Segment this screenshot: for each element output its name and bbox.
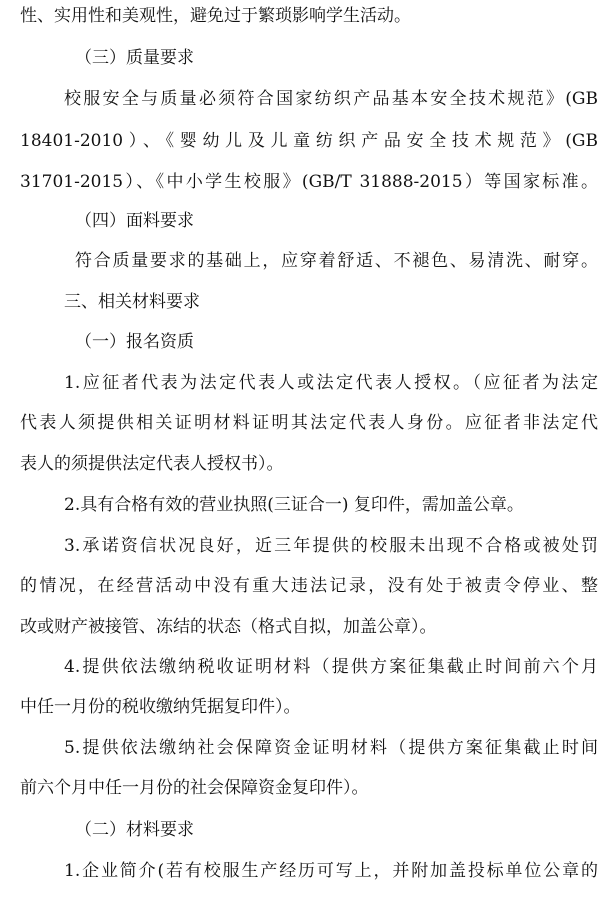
paragraph-line: 31701-2015）、《中小学生校服》(GB/T 31888-2015）等国家标准。: [20, 172, 598, 192]
paragraph-line: 2.具有合格有效的营业执照(三证合一) 复印件，需加盖公章。: [64, 495, 524, 515]
paragraph-line: 的情况，在经营活动中没有重大违法记录，没有处于被责令停业、整: [20, 576, 598, 596]
paragraph-line: 表人的须提供法定代表人授权书）。: [20, 454, 284, 474]
paragraph-line: 4.提供依法缴纳税收证明材料（提供方案征集截止时间前六个月: [64, 657, 598, 677]
paragraph-line: 改或财产被接管、冻结的状态（格式自拟，加盖公章）。: [20, 617, 437, 637]
section-heading: （二）材料要求: [75, 820, 194, 840]
section-heading: 三、相关材料要求: [64, 292, 200, 312]
paragraph-line: 中任一月份的税收缴纳凭据复印件）。: [20, 697, 301, 717]
paragraph-line: 性、实用性和美观性，避免过于繁琐影响学生活动。: [20, 6, 411, 26]
section-heading: （四）面料要求: [75, 211, 194, 231]
section-heading: （一）报名资质: [75, 332, 194, 352]
paragraph-line: 前六个月中任一月份的社会保障资金复印件）。: [20, 778, 369, 798]
paragraph-line: 3.承诺资信状况良好，近三年提供的校服未出现不合格或被处罚: [64, 536, 598, 556]
paragraph-line: 1.企业简介(若有校服生产经历可写上，并附加盖投标单位公章的: [64, 861, 598, 881]
paragraph-line: 18401-2010）、《婴幼儿及儿童纺织产品安全技术规范》(GB: [20, 131, 598, 151]
paragraph-line: 符合质量要求的基础上，应穿着舒适、不褪色、易清洗、耐穿。: [75, 251, 598, 271]
paragraph-line: 5.提供依法缴纳社会保障资金证明材料（提供方案征集截止时间: [64, 738, 598, 758]
paragraph-line: 校服安全与质量必须符合国家纺织产品基本安全技术规范》(GB: [64, 89, 598, 109]
section-heading: （三）质量要求: [75, 48, 194, 68]
paragraph-line: 1.应征者代表为法定代表人或法定代表人授权。（应征者为法定: [64, 373, 598, 393]
paragraph-line: 代表人须提供相关证明材料证明其法定代表人身份。应征者非法定代: [20, 413, 598, 433]
